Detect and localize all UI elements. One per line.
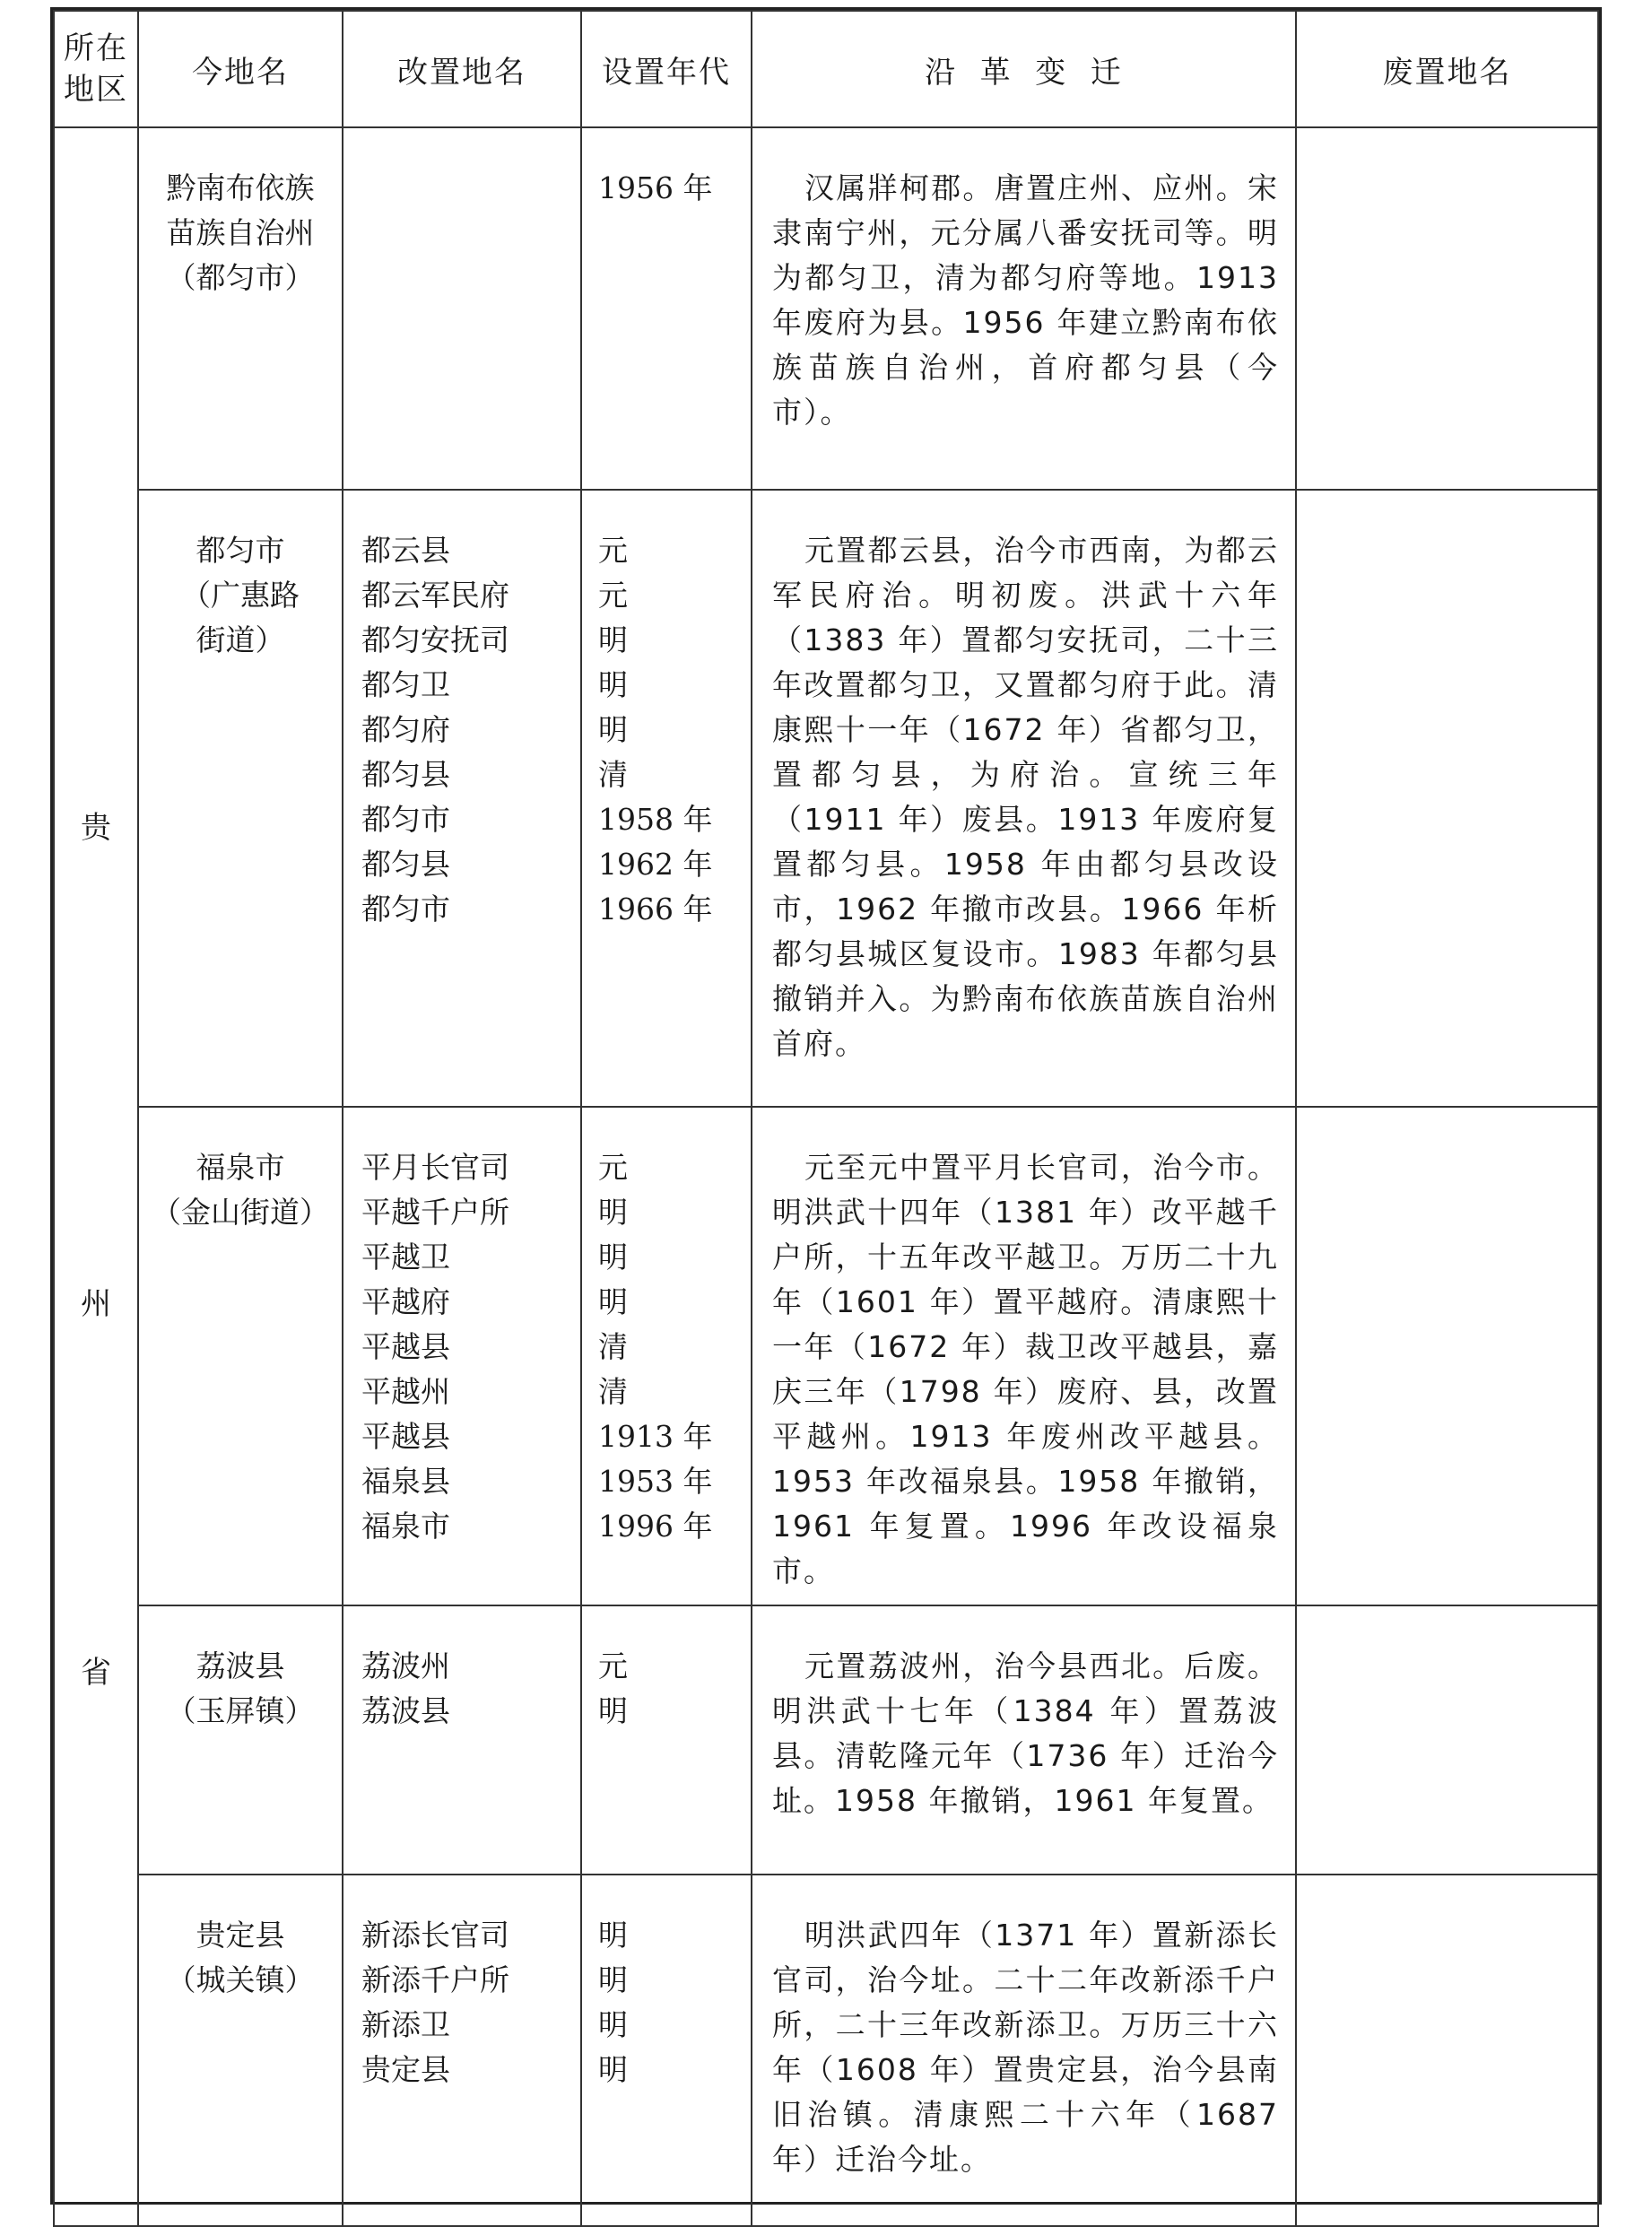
changed-names-cell bbox=[343, 127, 581, 490]
table-row bbox=[54, 1107, 1598, 1605]
year-item: 明 bbox=[598, 712, 628, 747]
changed-name-item: 贵定县 bbox=[361, 2052, 450, 2087]
year-item: 明 bbox=[598, 1918, 628, 1953]
current-name-line: （城关镇） bbox=[166, 1962, 315, 1997]
history-cell bbox=[752, 127, 1296, 490]
current-name-cell bbox=[138, 1605, 343, 1875]
year-item: 元 bbox=[598, 533, 628, 568]
changed-names-cell bbox=[343, 1605, 581, 1875]
year-item: 1958 年 bbox=[598, 802, 713, 837]
current-name-line: 都匀市 bbox=[196, 533, 285, 568]
history-text: 汉属牂柯郡。唐置庄州、应州。宋隶南宁州，元分属八番安抚司等。明为都匀卫，清为都匀府等地。1913 年废府为县。1956 年建立黔南布依族苗族自治州，首府都匀县（今市）。 bbox=[772, 170, 1279, 430]
current-name-line: （都匀市） bbox=[166, 260, 315, 295]
year-item: 明 bbox=[598, 622, 628, 657]
header-abolished: 废置地名 bbox=[1296, 11, 1598, 127]
region-char: 贵 bbox=[81, 810, 111, 846]
current-name-line: 街道） bbox=[196, 622, 285, 657]
changed-names-cell bbox=[343, 1875, 581, 2226]
current-name-line: （广惠路 bbox=[181, 578, 300, 613]
table-row bbox=[54, 127, 1598, 490]
year-item: 元 bbox=[598, 578, 628, 613]
history-text: 元至元中置平月长官司，治今市。明洪武十四年（1381 年）改平越千户所，十五年改平越卫。万历二十九年（1601 年）置平越府。清康熙十一年（1672 年）裁卫改平越县，嘉庆三年（1798 年）废府、县，改置平越州。1913 年废州改平越县。1953 年改福泉县。1958 年撤销，1961 年复置。1996 年改设福泉市。 bbox=[772, 1150, 1279, 1588]
changed-name-item: 平越卫 bbox=[361, 1240, 450, 1274]
header-changed-name: 改置地名 bbox=[343, 11, 581, 127]
year-item: 1913 年 bbox=[598, 1419, 713, 1454]
changed-name-item: 都匀府 bbox=[361, 712, 450, 747]
changed-name-item: 荔波县 bbox=[361, 1693, 450, 1728]
history-cell bbox=[752, 490, 1296, 1107]
current-name-cell bbox=[138, 490, 343, 1107]
current-name-line: （玉屏镇） bbox=[166, 1693, 315, 1728]
year-item: 1956 年 bbox=[598, 170, 713, 205]
year-cell bbox=[581, 127, 752, 490]
year-item: 元 bbox=[598, 1150, 628, 1185]
year-item: 清 bbox=[598, 1329, 628, 1364]
current-name-line: 贵定县 bbox=[196, 1918, 285, 1953]
history-text: 元置荔波州，治今县西北。后废。明洪武十七年（1384 年）置荔波县。清乾隆元年（1736 年）迁治今址。1958 年撤销，1961 年复置。 bbox=[772, 1649, 1279, 1818]
changed-name-item: 都云县 bbox=[361, 533, 450, 568]
year-item: 元 bbox=[598, 1649, 628, 1683]
changed-name-item: 都云军民府 bbox=[361, 578, 509, 613]
history-cell bbox=[752, 1875, 1296, 2226]
current-name-line: 黔南布依族 bbox=[166, 170, 315, 205]
year-item: 明 bbox=[598, 1240, 628, 1274]
history-cell bbox=[752, 1605, 1296, 1875]
region-char: 省 bbox=[81, 1655, 111, 1691]
changed-name-item: 福泉市 bbox=[361, 1509, 450, 1544]
current-name-line: 荔波县 bbox=[196, 1649, 285, 1683]
history-cell bbox=[752, 1107, 1296, 1605]
changed-name-item: 都匀市 bbox=[361, 802, 450, 837]
history-text: 明洪武四年（1371 年）置新添长官司，治今址。二十二年改新添千户所，二十三年改新添卫。万历三十六年（1608 年）置贵定县，治今县南旧治镇。清康熙二十六年（1687 年）迁治今址。 bbox=[772, 1918, 1279, 2177]
current-name-line: 苗族自治州 bbox=[166, 215, 315, 250]
year-cell bbox=[581, 1605, 752, 1875]
year-cell bbox=[581, 490, 752, 1107]
changed-name-item: 平越县 bbox=[361, 1419, 450, 1454]
header-region bbox=[54, 11, 138, 127]
abolished-cell bbox=[1296, 490, 1598, 1107]
header-region-line2: 地区 bbox=[64, 72, 128, 108]
header-row bbox=[54, 11, 1598, 127]
region-char: 州 bbox=[81, 1286, 111, 1322]
history-text: 元置都云县，治今市西南，为都云军民府治。明初废。洪武十六年（1383 年）置都匀安抚司，二十三年改置都匀卫，又置都匀府于此。清康熙十一年（1672 年）省都匀卫，置都匀县，为府治。宣统三年（1911 年）废县。1913 年废府复置都匀县。1958 年由都匀县改设市，1962 年撤市改县。1966 年析都匀县城区复设市。1983 年都匀县撤销并入。为黔南布依族苗族自治州首府。 bbox=[772, 533, 1279, 1061]
year-item: 1953 年 bbox=[598, 1464, 713, 1499]
table-frame bbox=[50, 7, 1602, 2205]
year-item: 明 bbox=[598, 1195, 628, 1230]
abolished-cell bbox=[1296, 127, 1598, 490]
abolished-cell bbox=[1296, 1107, 1598, 1605]
changed-name-item: 都匀安抚司 bbox=[361, 622, 509, 657]
region-cell bbox=[54, 127, 138, 2226]
table-row bbox=[54, 1875, 1598, 2226]
year-item: 明 bbox=[598, 667, 628, 702]
changed-name-item: 平越千户所 bbox=[361, 1195, 509, 1230]
changed-name-item: 新添卫 bbox=[361, 2007, 450, 2042]
header-history: 沿 革 变 迁 bbox=[752, 11, 1296, 127]
gazetteer-table bbox=[53, 10, 1599, 2227]
changed-name-item: 平越县 bbox=[361, 1329, 450, 1364]
header-current-name: 今地名 bbox=[138, 11, 343, 127]
changed-name-item: 新添长官司 bbox=[361, 1918, 509, 1953]
year-item: 1966 年 bbox=[598, 892, 713, 926]
current-name-cell bbox=[138, 1107, 343, 1605]
changed-name-item: 荔波州 bbox=[361, 1649, 450, 1683]
year-item: 1962 年 bbox=[598, 847, 713, 882]
year-item: 明 bbox=[598, 1962, 628, 1997]
current-name-line: 福泉市 bbox=[196, 1150, 285, 1185]
changed-names-cell bbox=[343, 490, 581, 1107]
year-item: 明 bbox=[598, 2007, 628, 2042]
year-item: 明 bbox=[598, 2052, 628, 2087]
year-item: 1996 年 bbox=[598, 1509, 713, 1544]
changed-name-item: 新添千户所 bbox=[361, 1962, 509, 1997]
header-region-line1: 所在 bbox=[64, 30, 128, 66]
year-item: 清 bbox=[598, 757, 628, 792]
table-row bbox=[54, 1605, 1598, 1875]
year-cell bbox=[581, 1107, 752, 1605]
changed-names-cell bbox=[343, 1107, 581, 1605]
changed-name-item: 都匀市 bbox=[361, 892, 450, 926]
current-name-line: （金山街道） bbox=[152, 1195, 329, 1230]
changed-name-item: 平越府 bbox=[361, 1284, 450, 1319]
changed-name-item: 平越州 bbox=[361, 1374, 450, 1409]
changed-name-item: 福泉县 bbox=[361, 1464, 450, 1499]
changed-name-item: 平月长官司 bbox=[361, 1150, 509, 1185]
current-name-cell bbox=[138, 127, 343, 490]
abolished-cell bbox=[1296, 1605, 1598, 1875]
abolished-cell bbox=[1296, 1875, 1598, 2226]
changed-name-item: 都匀县 bbox=[361, 757, 450, 792]
year-cell bbox=[581, 1875, 752, 2226]
year-item: 清 bbox=[598, 1374, 628, 1409]
changed-name-item: 都匀卫 bbox=[361, 667, 450, 702]
year-item: 明 bbox=[598, 1284, 628, 1319]
current-name-cell bbox=[138, 1875, 343, 2226]
changed-name-item: 都匀县 bbox=[361, 847, 450, 882]
header-year: 设置年代 bbox=[581, 11, 752, 127]
table-row bbox=[54, 490, 1598, 1107]
year-item: 明 bbox=[598, 1693, 628, 1728]
